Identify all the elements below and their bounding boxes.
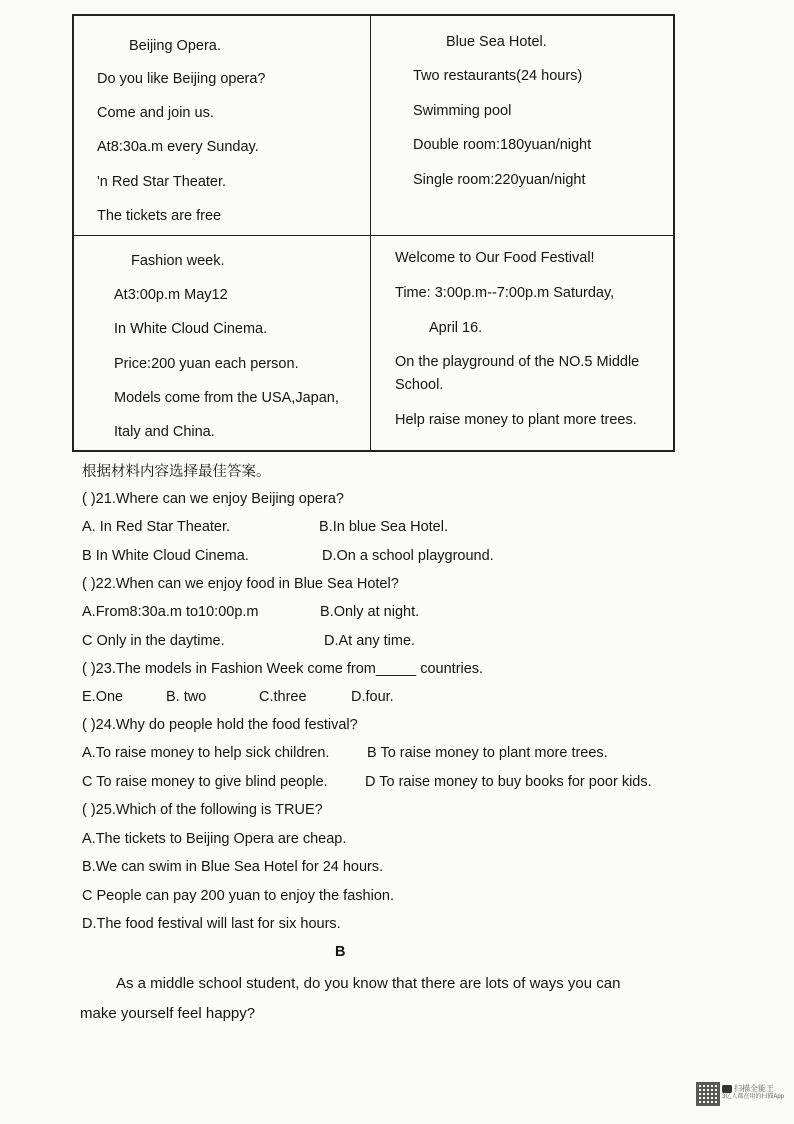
ad-line: In White Cloud Cinema. <box>114 321 268 337</box>
question-25: ( )25.Which of the following is TRUE? <box>82 802 323 818</box>
ad-line: Time: 3:00p.m--7:00p.m Saturday, <box>395 285 615 301</box>
ad-title: Fashion week. <box>131 253 225 269</box>
scanner-logo-icon <box>722 1085 732 1093</box>
option-b: B.In blue Sea Hotel. <box>319 519 448 535</box>
option-c: C People can pay 200 yuan to enjoy the fashion. <box>82 888 394 904</box>
question-21: ( )21.Where can we enjoy Beijing opera? <box>82 491 344 507</box>
ad-grid <box>72 14 675 452</box>
ad-line: Come and join us. <box>97 105 214 121</box>
option-b: B.Only at night. <box>320 604 420 620</box>
ad-food-festival <box>371 236 673 450</box>
question-22: ( )22.When can we enjoy food in Blue Sea Hotel? <box>82 576 399 592</box>
option-a: E.One <box>82 689 124 705</box>
ad-line: The tickets are free <box>97 208 222 224</box>
ad-fashion-week <box>74 236 371 450</box>
question-23: ( )23.The models in Fashion Week come from_____ countries. <box>82 661 484 677</box>
option-d: D.four. <box>351 689 394 705</box>
option-c: B In White Cloud Cinema. <box>82 548 249 564</box>
option-d: D.The food festival will last for six hours. <box>82 916 341 932</box>
option-d: D.On a school playground. <box>322 548 494 564</box>
question-24: ( )24.Why do people hold the food festival? <box>82 717 358 733</box>
option-d: D.At any time. <box>324 633 416 649</box>
passage-line: As a middle school student, do you know that there are lots of ways you can <box>116 975 621 992</box>
ad-line: Italy and China. <box>114 424 215 440</box>
passage-line: make yourself feel happy? <box>80 1005 256 1022</box>
option-c: C.three <box>259 689 307 705</box>
ad-line: On the playground of the NO.5 Middle <box>395 354 640 370</box>
qr-code-icon <box>696 1082 720 1106</box>
ad-line: Do you like Beijing opera? <box>97 71 266 87</box>
ad-line: Models come from the USA,Japan, <box>114 390 339 406</box>
option-c: C To raise money to give blind people. <box>82 774 328 790</box>
instruction: 根据材料内容选择最佳答案。 <box>82 464 271 480</box>
ad-line: Double room:180yuan/night <box>413 137 592 153</box>
ad-title: Blue Sea Hotel. <box>446 34 547 50</box>
option-b: B To raise money to plant more trees. <box>367 745 608 761</box>
section-heading: B <box>335 944 346 960</box>
ad-line: Price:200 yuan each person. <box>114 356 299 372</box>
ad-title: Beijing Opera. <box>129 38 221 54</box>
ad-line: School. <box>395 377 444 393</box>
ad-line: Help raise money to plant more trees. <box>395 412 637 428</box>
option-d: D To raise money to buy books for poor kids. <box>365 774 652 790</box>
ad-line: Swimming pool <box>413 103 512 119</box>
ad-beijing-opera <box>74 16 371 236</box>
option-b: B. two <box>166 689 207 705</box>
option-b: B.We can swim in Blue Sea Hotel for 24 hours. <box>82 859 384 875</box>
ad-blue-sea-hotel <box>371 16 673 236</box>
ad-line: Two restaurants(24 hours) <box>413 68 583 84</box>
ad-line: Single room:220yuan/night <box>413 172 586 188</box>
option-a: A. In Red Star Theater. <box>82 519 231 535</box>
ad-line: April 16. <box>429 320 483 336</box>
option-a: A.The tickets to Beijing Opera are cheap. <box>82 831 347 847</box>
ad-line: At8:30a.m every Sunday. <box>97 139 259 155</box>
ad-line: 'n Red Star Theater. <box>97 174 227 190</box>
option-a: A.To raise money to help sick children. <box>82 745 330 761</box>
ad-title: Welcome to Our Food Festival! <box>395 250 595 266</box>
scanner-watermark: 扫描全能王 3亿人都在用的扫描App <box>722 1084 785 1100</box>
option-a: A.From8:30a.m to10:00p.m <box>82 604 259 620</box>
ad-line: At3:00p.m May12 <box>114 287 228 303</box>
option-c: C Only in the daytime. <box>82 633 225 649</box>
